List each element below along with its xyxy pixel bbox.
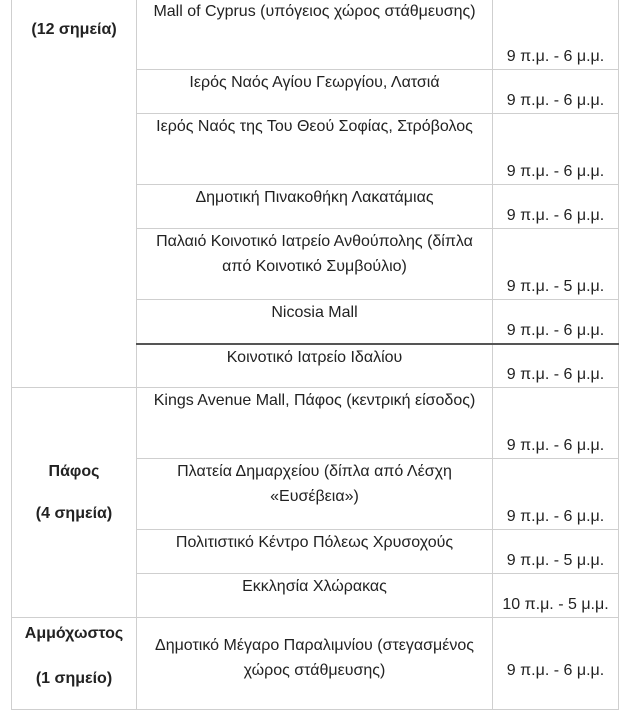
vaccination-points-table xyxy=(11,0,619,710)
table-row xyxy=(12,618,619,710)
hours-cell: 9 π.μ. - 6 μ.μ. xyxy=(493,0,619,70)
hours-cell: 9 π.μ. - 6 μ.μ. xyxy=(493,114,619,185)
hours-cell: 9 π.μ. - 6 μ.μ. xyxy=(493,344,619,388)
hours-cell: 9 π.μ. - 6 μ.μ. xyxy=(493,388,619,459)
location-cell: Κοινοτικό Ιατρείο Ιδαλίου xyxy=(137,344,493,388)
location-cell: Πολιτιστικό Κέντρο Πόλεως Χρυσοχούς xyxy=(137,530,493,574)
region-count: (12 σημεία) xyxy=(31,21,117,38)
location-cell: Εκκλησία Χλώρακας xyxy=(137,574,493,618)
hours-cell: 9 π.μ. - 5 μ.μ. xyxy=(493,530,619,574)
hours-cell: 9 π.μ. - 6 μ.μ. xyxy=(493,459,619,530)
hours-cell: 9 π.μ. - 5 μ.μ. xyxy=(493,229,619,300)
region-count: (4 σημεία) xyxy=(35,505,113,522)
location-cell: Ιερός Ναός Αγίου Γεωργίου, Λατσιά xyxy=(137,70,493,114)
region-name: Αμμόχωστος xyxy=(24,625,124,642)
region-name: Πάφος xyxy=(48,463,100,480)
hours-cell: 9 π.μ. - 6 μ.μ. xyxy=(493,300,619,344)
hours-cell: 10 π.μ. - 5 μ.μ. xyxy=(493,574,619,618)
location-cell: Παλαιό Κοινοτικό Ιατρείο Ανθούπολης (δίπλα από Κοινοτικό Συμβούλιο) xyxy=(137,229,493,300)
table-row xyxy=(12,0,619,70)
table-row xyxy=(12,388,619,459)
location-cell: Nicosia Mall xyxy=(137,300,493,344)
location-cell: Δημοτική Πινακοθήκη Λακατάμιας xyxy=(137,185,493,229)
region-cell-pafos xyxy=(12,388,137,618)
region-cell-nicosia xyxy=(12,0,137,388)
hours-cell: 9 π.μ. - 6 μ.μ. xyxy=(493,618,619,710)
location-cell: Πλατεία Δημαρχείου (δίπλα από Λέσχη «Ευσέβεια») xyxy=(137,459,493,530)
location-cell: Kings Avenue Mall, Πάφος (κεντρική είσοδος) xyxy=(137,388,493,459)
region-cell-ammochostos xyxy=(12,618,137,710)
hours-cell: 9 π.μ. - 6 μ.μ. xyxy=(493,70,619,114)
region-count: (1 σημείο) xyxy=(35,670,113,687)
location-cell: Δημοτικό Μέγαρο Παραλιμνίου (στεγασμένος χώρος στάθμευσης) xyxy=(137,618,493,710)
hours-cell: 9 π.μ. - 6 μ.μ. xyxy=(493,185,619,229)
location-cell: Mall of Cyprus (υπόγειος χώρος στάθμευσης) xyxy=(137,0,493,70)
location-cell: Ιερός Ναός της Του Θεού Σοφίας, Στρόβολος xyxy=(137,114,493,185)
